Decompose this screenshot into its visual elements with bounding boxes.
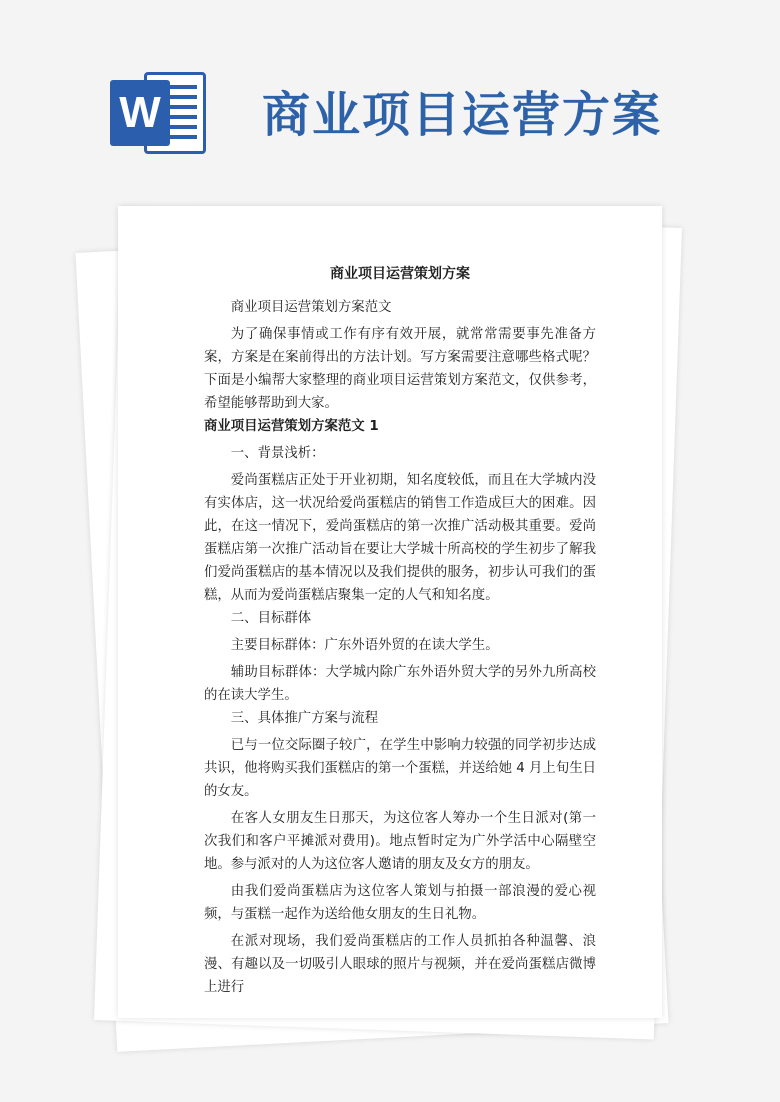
subsection-heading: 三、具体推广方案与流程: [230, 711, 379, 726]
word-document-icon: [110, 68, 208, 158]
paragraph-primary-target: 主要目标群体：广东外语外贸的在读大学生。: [230, 638, 499, 653]
paragraph-plan-1: 已与一位交际圈子较广，在学生中影响力较强的同学初步达成共识，他将购买我们蛋糕店的第一个蛋糕，并送给她 4 月上旬生日的女友。: [204, 738, 596, 799]
subsection-heading: 二、目标群体: [230, 611, 312, 626]
header-banner: [0, 0, 780, 190]
paragraph-secondary-target: 辅助目标群体：大学城内除广东外语外贸大学的另外九所高校的在读大学生。: [204, 665, 596, 703]
paragraph-intro: 为了确保事情或工作有序有效开展，就常常需要事先准备方案，方案是在案前得出的方法计划。写方案需要注意哪些格式呢？下面是小编帮大家整理的商业项目运营策划方案范文，仅供参考，希望能够帮助到大家。: [204, 327, 596, 411]
paragraph-background: 爱尚蛋糕店正处于开业初期，知名度较低，而且在大学城内没有实体店，这一状况给爱尚蛋糕店的销售工作造成巨大的困难。因此，在这一情况下，爱尚蛋糕店的第一次推广活动极其重要。爱尚蛋糕店第一次推广活动旨在要让大学城十所高校的学生初步了解我们爱尚蛋糕店的基本情况以及我们提供的服务，初步认可我们的蛋糕，从而为爱尚蛋糕店聚集一定的人气和知名度。: [204, 473, 596, 603]
header-title: 商业项目运营方案: [262, 87, 663, 143]
paragraph-subtitle: 商业项目运营策划方案范文: [230, 300, 392, 315]
paragraph-plan-4: 在派对现场，我们爱尚蛋糕店的工作人员抓拍各种温馨、浪漫、有趣以及一切吸引人眼球的照片与视频，并在爱尚蛋糕店微博上进行: [204, 934, 596, 995]
document-title: 商业项目运营策划方案: [330, 266, 470, 282]
paragraph-plan-3: 由我们爱尚蛋糕店为这位客人策划与拍摄一部浪漫的爱心视频，与蛋糕一起作为送给他女朋友的生日礼物。: [204, 884, 596, 922]
section-heading: 商业项目运营策划方案范文 1: [204, 419, 379, 434]
paragraph-plan-2: 在客人女朋友生日那天，为这位客人筹办一个生日派对(第一次我们和客户平摊派对费用)。地点暂时定为广外学活中心隔壁空地。参与派对的人为这位客人邀请的朋友及女方的朋友。: [204, 811, 596, 872]
subsection-heading: 一、背景浅析：: [230, 446, 325, 461]
document-page: [118, 206, 662, 1018]
word-letter-badge: W: [110, 80, 170, 146]
document-body: [204, 262, 596, 999]
